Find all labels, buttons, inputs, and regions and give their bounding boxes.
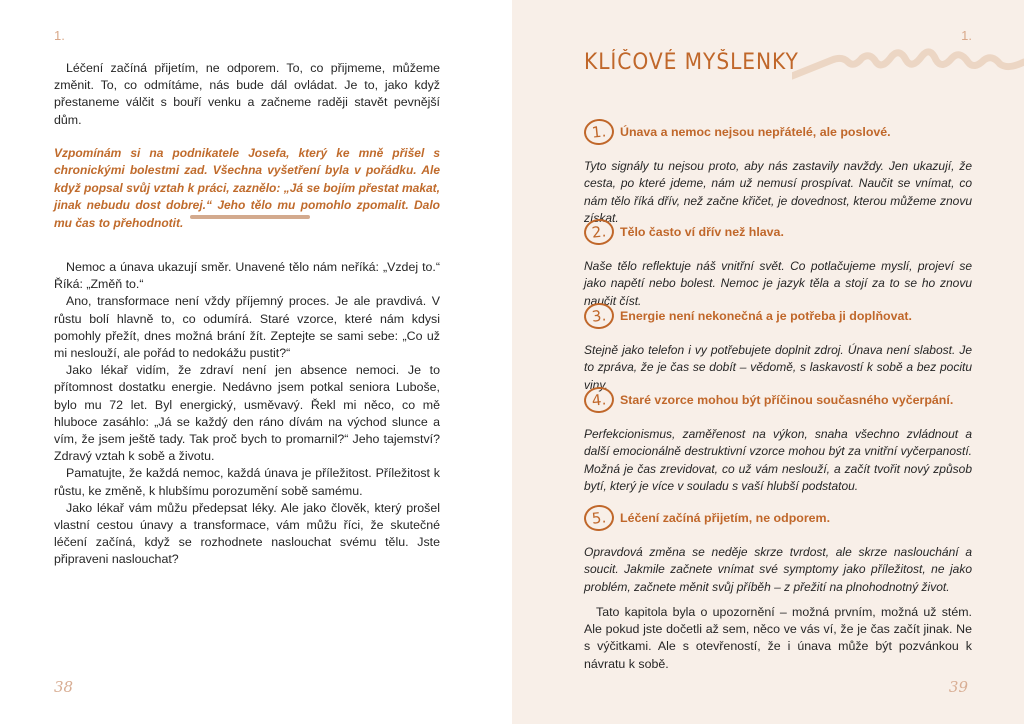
paragraph: Ano, transformace není vždy příjemný proces. Je ale pravdivá. V růstu bolí hlavně to, co odumírá. Staré vzorce, které nám kdysi pomohly přežít, dnes možná brání žít. Zeptejte se sami sebe: „Co už mi neslouží, ale pořád to nedokážu pustit?“ <box>54 294 440 361</box>
number-circle-icon: 4. <box>583 386 616 415</box>
paragraph: Jako lékař vám můžu předepsat léky. Ale jako člověk, který prošel vlastní cestou únavy a transformace, vám můžu říci, že skutečné léčení začíná, když se rozhodnete naslouchat svému tělu. Jste připraveni naslouchat? <box>54 500 440 567</box>
paragraph: Pamatujte, že každá nemoc, každá únava je příležitost. Příležitost k růstu, ke změně, k hlubšímu porozumění sobě samému. <box>54 466 440 498</box>
number-circle-icon: 1. <box>583 118 616 147</box>
closing-paragraph: Tato kapitola byla o upozornění – možná prvním, možná už stém. Ale pokud jste dočetli až sem, něco ve vás ví, že je čas začít jinak. Ne s výčitkami. Ale s otevřeností, že i únava může být pozvánkou k návratu k sobě. <box>584 605 972 671</box>
point-title: Únava a nemoc nejsou nepřátelé, ale poslové. <box>620 125 891 139</box>
number-circle-icon: 5. <box>583 504 616 533</box>
point-title: Léčení začíná přijetím, ne odporem. <box>620 511 831 525</box>
key-point <box>584 384 972 496</box>
key-point <box>584 216 972 310</box>
section-title: KLÍČOVÉ MYŠLENKY <box>584 50 799 75</box>
page-number: 38 <box>54 678 74 696</box>
point-text: Tyto signály tu nejsou proto, aby nás zastavily navždy. Jen ukazují, že cesta, po které jdeme, nám už nemusí prospívat. Naučit se vnímat, co nám tělo říká dřív, než začne křičet, je dovednost, kterou můžeme znovu získat. <box>584 159 972 226</box>
point-title: Energie není nekonečná a je potřeba ji doplňovat. <box>620 309 912 323</box>
story-quote: Vzpomínám si na podnikatele Josefa, který ke mně přišel s chronickými bolestmi zad. Všechna vyšetření byla v pořádku. Ale když popsal svůj vztah k práci, zaznělo: „Já se bojím přestat makat, jinak nebudu dost dobrej.“ Jeho tělo mu pomohlo zpomalit. Dalo mu čas to přehodnotit. <box>54 146 440 230</box>
chapter-mark: 1. <box>54 28 65 43</box>
point-text: Opravdová změna se neděje skrze tvrdost, ale skrze naslouchání a soucit. Jakmile začnete vnímat své symptomy jako příležitost, ne jako problém, začnete měnit svůj příběh – z přežití na plnohodnotný život. <box>584 545 972 594</box>
point-text: Perfekcionismus, zaměřenost na výkon, snaha všechno zvládnout a další emocionálně destruktivní vzorce mohou být za vnitřní vyčerpaností. Možná je čas zrevidovat, co už vám neslouží, a začít tvořit nový způsob bytí, který je více v souladu s vaší hlubší podstatou. <box>584 427 972 494</box>
point-title: Tělo často ví dřív než hlava. <box>620 225 784 239</box>
key-point <box>584 116 972 228</box>
brush-divider <box>190 215 310 219</box>
key-point <box>584 300 972 394</box>
paragraph: Nemoc a únava ukazují směr. Unavené tělo nám neříká: „Vzdej to.“ Říká: „Změň to.“ <box>54 260 440 292</box>
point-text: Naše tělo reflektuje náš vnitřní svět. Co potlačujeme myslí, projeví se jako napětí nebo bolest. Nemoc je jazyk těla a stojí za to se ho znovu naučit číst. <box>584 259 972 308</box>
point-text: Stejně jako telefon i vy potřebujete doplnit zdroj. Únava není slabost. Je to zpráva, že je čas se dobít – vědomě, s laskavostí k sobě a bez pocitu viny. <box>584 343 972 392</box>
section-header <box>584 46 1024 86</box>
number-circle-icon: 3. <box>583 302 616 331</box>
right-page <box>512 0 1024 724</box>
main-text <box>54 259 440 569</box>
key-point <box>584 502 972 596</box>
intro-paragraph: Léčení začíná přijetím, ne odporem. To, co přijmeme, můžeme změnit. To, co odmítáme, nás bude dál ovládat. Je to, jako když přestaneme válčit s bouří venku a začneme raději stavět pevnější dům. <box>54 61 440 127</box>
paragraph: Jako lékař vidím, že zdraví není jen absence nemoci. Je to přítomnost dostatku energie. Nedávno jsem potkal seniora Luboše, bylo mu 72 let. Byl energický, usměvavý. Řekl mi něco, co mě hluboce zasáhlo: „Já se každý den ráno dívám na východ slunce a vím, že jsem ještě tady. Tak proč bych to promarnil?“ Jeho tajemství? Zdravý vztah k sobě a životu. <box>54 363 440 464</box>
squiggle-decoration-icon <box>792 46 1024 80</box>
number-circle-icon: 2. <box>583 218 616 247</box>
page-number: 39 <box>948 678 968 696</box>
point-title: Staré vzorce mohou být příčinou současného vyčerpání. <box>620 393 954 407</box>
chapter-mark: 1. <box>961 28 972 43</box>
